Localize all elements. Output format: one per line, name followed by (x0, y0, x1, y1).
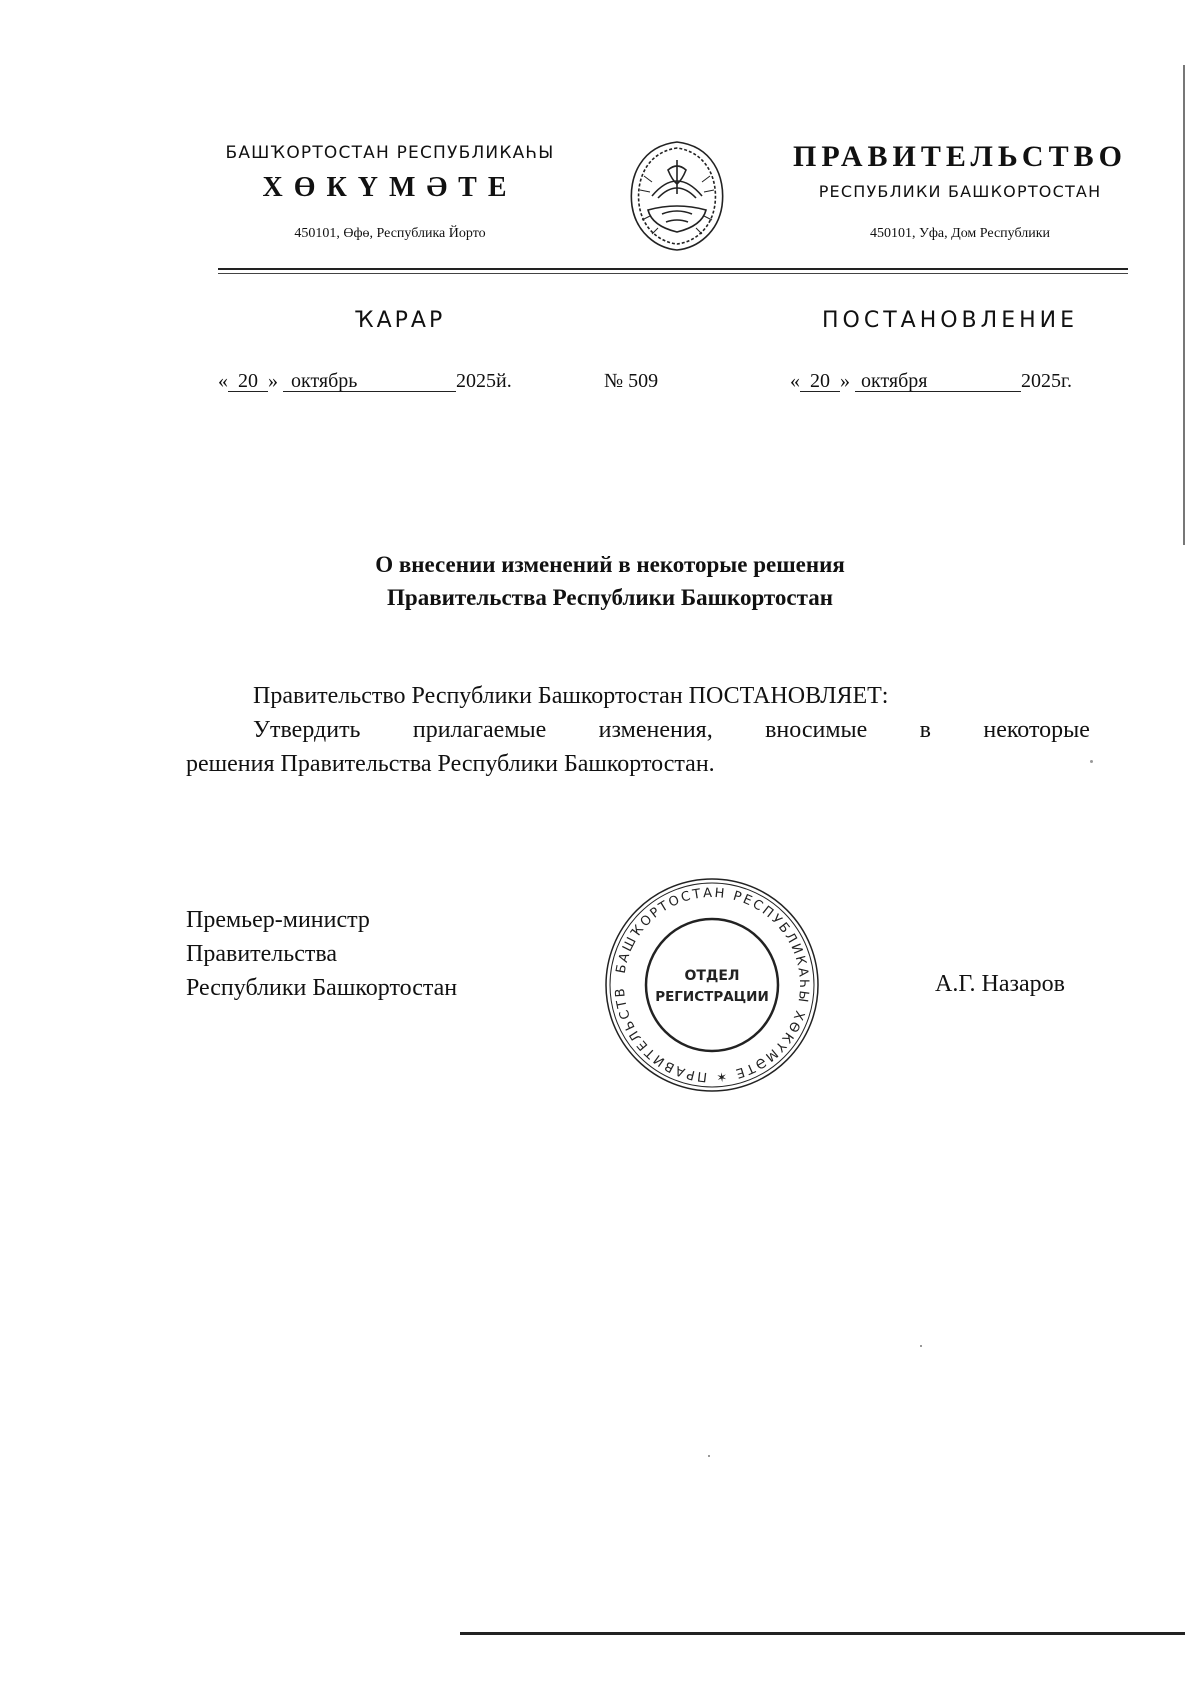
header-rule (218, 268, 1128, 270)
date-year: 2025 (456, 370, 496, 392)
body-word: некоторые (983, 717, 1090, 743)
body-paragraph-2-line1 (253, 713, 1090, 747)
signatory-position-line1: Премьер-министр (186, 907, 370, 933)
open-quote: « (218, 370, 228, 392)
date-suffix: г. (1061, 370, 1072, 392)
date-year: 2025 (1021, 370, 1061, 392)
stamp-center-line1: ОТДЕЛ (684, 968, 740, 984)
body-word: прилагаемые (412, 717, 547, 743)
stamp-ring-text: БАШҠОРТОСТАН РЕСПУБЛИКАҺЫ ХӨКҮМӘТЕ ✶ ПРАВИТЕЛЬСТВ (612, 885, 812, 1085)
date-month: октября (855, 371, 1021, 392)
scan-edge-line-bottom (460, 1632, 1185, 1635)
header-rule-thin (218, 273, 1128, 274)
issuer-name-russian-line1: ПРАВИТЕЛЬСТВО (793, 140, 1127, 173)
doc-type-russian: ПОСТАНОВЛЕНИЕ (821, 308, 1078, 333)
date-month: октябрь (283, 371, 456, 392)
scan-speck (920, 1345, 922, 1347)
issuer-address-bashkir: 450101, Өфө, Республика Йорто (294, 226, 486, 241)
body-word: изменения, (598, 717, 713, 743)
signatory-name: А.Г. Назаров (935, 971, 1065, 997)
body-word: вносимые (765, 717, 868, 743)
document-title-line1: О внесении изменений в некоторые решения (375, 552, 845, 577)
body-paragraph-1: Правительство Республики Башкортостан ПОСТАНОВЛЯЕТ: (253, 683, 889, 709)
document-title-line2: Правительства Республики Башкортостан (387, 585, 833, 610)
signatory-position-line2: Правительства (186, 941, 338, 967)
scan-speck (708, 1455, 710, 1457)
date-suffix: й. (496, 370, 512, 392)
document-number: № 509 (604, 370, 659, 392)
signatory-position-line3: Республики Башкортостан (186, 975, 458, 1001)
issuer-address-russian: 450101, Уфа, Дом Республики (869, 226, 1051, 241)
scan-speck (1090, 760, 1093, 763)
issuer-name-russian-line2: РЕСПУБЛИКИ БАШКОРТОСТАН (818, 182, 1102, 201)
date-day: 20 (800, 371, 840, 392)
body-word: в (919, 717, 931, 743)
issuer-name-bashkir-line1: БАШҠОРТОСТАН РЕСПУБЛИКАҺЫ (225, 143, 555, 163)
issuer-name-bashkir-line2: ХӨКҮМӘТЕ (262, 172, 518, 203)
date-day: 20 (228, 371, 268, 392)
date-russian (790, 370, 1072, 393)
document-title (260, 548, 960, 614)
body-word: Утвердить (253, 717, 361, 743)
stamp-center-line2: РЕГИСТРАЦИИ (655, 989, 769, 1005)
close-quote: » (268, 370, 278, 392)
open-quote: « (790, 370, 800, 392)
scan-edge-line (1183, 65, 1185, 545)
body-paragraph-2-line2: решения Правительства Республики Башкортостан. (186, 751, 715, 777)
registration-stamp (602, 875, 822, 1095)
signatory-position (186, 903, 457, 1005)
close-quote: » (840, 370, 850, 392)
doc-type-bashkir: ҠАРАР (354, 308, 446, 333)
date-bashkir (218, 370, 512, 393)
coat-of-arms-icon (622, 136, 732, 254)
